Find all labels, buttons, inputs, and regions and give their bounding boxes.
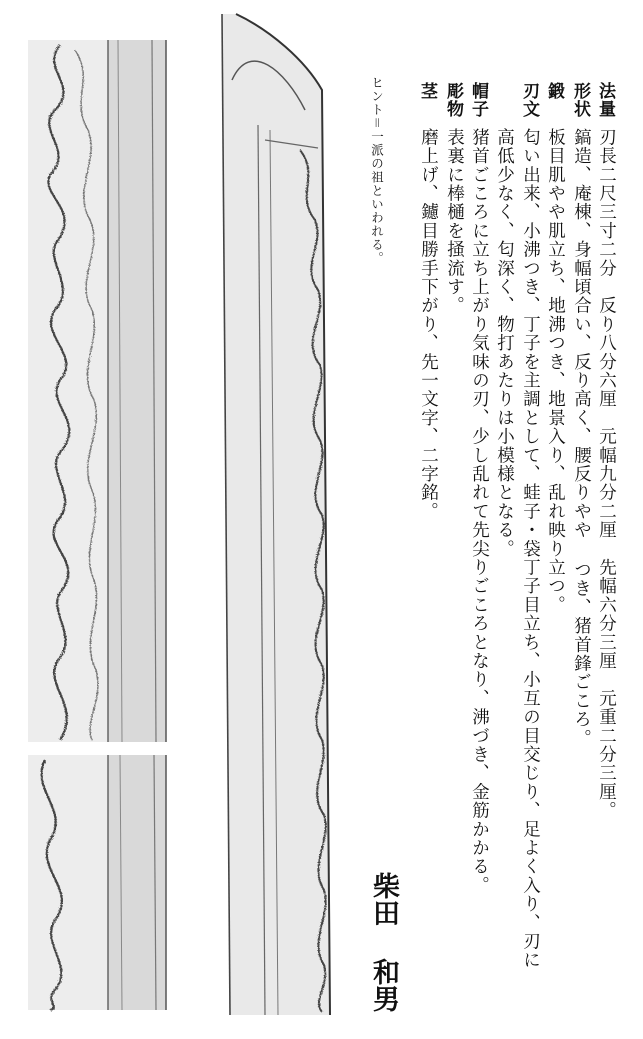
label-nakago: 茎 bbox=[417, 82, 437, 100]
label-kitae: 鍛 bbox=[544, 82, 564, 100]
author-given-name: 和男 bbox=[368, 958, 399, 1012]
text-boshi: 猪首ごころに立ち上がり気味の刃、少し乱れて先尖りごころとなり、沸づき、金筋かかる。 bbox=[469, 128, 490, 895]
blade-photo-left-lower bbox=[28, 755, 166, 1010]
blade-photo-left-upper bbox=[28, 40, 166, 742]
text-keijo: 鎬造、庵棟、身幅頃合い、反り高く、腰反りやや つき、猪首鋒ごころ。 bbox=[571, 128, 592, 748]
hint-text: ヒント＝一派の祖といわれる。 bbox=[369, 76, 385, 265]
text-horimono: 表裏に棒樋を掻流す。 bbox=[444, 128, 465, 315]
label-hoso: 法量 bbox=[595, 82, 615, 118]
text-kitae: 板目肌やや肌立ち、地沸つき、地景入り、乱れ映り立つ。 bbox=[545, 128, 566, 615]
label-boshi: 帽子 bbox=[468, 82, 488, 118]
blade-photo-right bbox=[222, 14, 330, 1015]
text-nakago: 磨上げ、鑢目勝手下がり、先一文字、二字銘。 bbox=[418, 128, 439, 521]
text-hamon-2: 高低少なく、匂深く、物打あたりは小模様となる。 bbox=[494, 128, 515, 559]
label-keijo: 形状 bbox=[570, 82, 590, 118]
text-hamon-1: 匂い出来、小沸つき、丁子を主調として、蛙子・袋丁子目立ち、小互の目交じり、足よく入り、刃に bbox=[520, 128, 541, 970]
label-horimono: 彫物 bbox=[443, 82, 463, 118]
author-family-name: 柴田 bbox=[368, 872, 399, 926]
label-hamon: 刃文 bbox=[519, 82, 539, 118]
text-hoso: 刃長二尺三寸二分 反り八分六厘 元幅九分二厘 先幅六分三厘 元重二分三厘。 bbox=[596, 128, 617, 820]
